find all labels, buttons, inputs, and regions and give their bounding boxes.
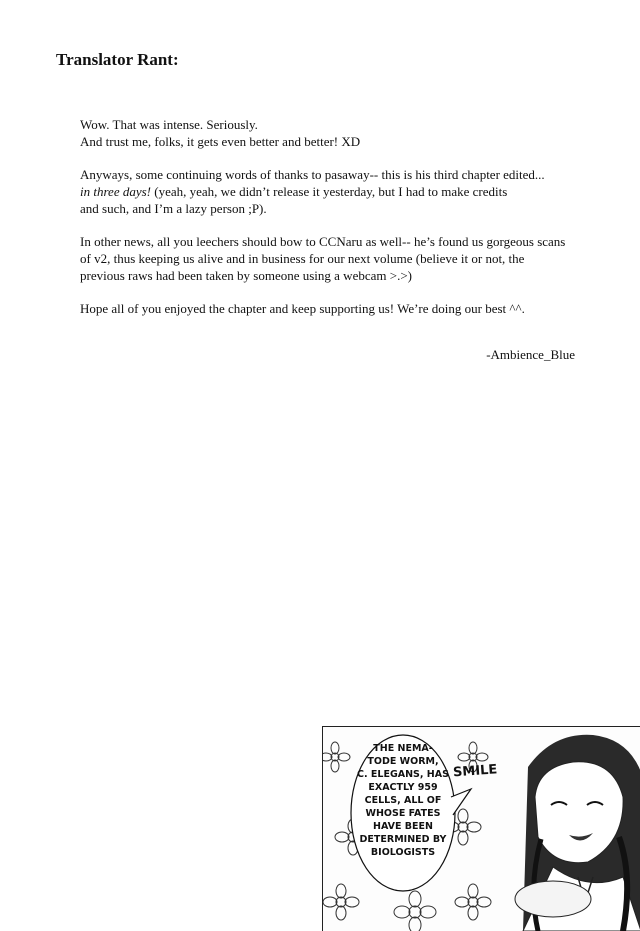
paragraph-thanks	[80, 166, 620, 217]
paragraph-intro	[80, 116, 620, 150]
text-line: and such, and I’m a lazy person ;P).	[80, 201, 267, 216]
text-line: In other news, all you leechers should bow to CCNaru as well-- he’s found us gorgeous scans	[80, 234, 566, 249]
bubble-line: CELLS, ALL OF	[364, 795, 442, 806]
text-line: And trust me, folks, it gets even better and better! XD	[80, 134, 361, 149]
bubble-tail	[451, 789, 471, 815]
bubble-line: BIOLOGISTS	[370, 847, 436, 858]
manga-panel	[322, 726, 640, 931]
manga-illustration	[323, 727, 640, 931]
bubble-line: HAVE BEEN	[373, 821, 433, 832]
text-line: Wow. That was intense. Seriously.	[80, 117, 258, 132]
bubble-line: EXACTLY 959	[368, 782, 438, 793]
paragraph-news	[80, 233, 620, 284]
bubble-line: TODE WORM,	[367, 756, 439, 767]
text-line: previous raws had been taken by someone using a webcam >.>)	[80, 268, 412, 283]
text-fragment: (yeah, yeah, we didn’t release it yesterday, but I had to make credits	[151, 184, 508, 199]
italic-text: in three days!	[80, 184, 151, 199]
smiling-girl-illustration	[515, 735, 640, 931]
paragraph-closing	[80, 300, 620, 317]
signature: -Ambience_Blue	[486, 347, 575, 362]
text-line: Hope all of you enjoyed the chapter and keep supporting us! We’re doing our best ^^.	[80, 301, 525, 316]
rant-body	[80, 116, 620, 333]
bubble-line: THE NEMA-	[373, 743, 433, 754]
text-line: of v2, thus keeping us alive and in business for our next volume (believe it or not, the	[80, 251, 525, 266]
page-title: Translator Rant:	[56, 50, 179, 69]
text-line: Anyways, some continuing words of thanks to pasaway-- this is his third chapter edited...	[80, 167, 545, 182]
bubble-line: C. ELEGANS, HAS	[357, 769, 449, 780]
bubble-line: DETERMINED BY	[359, 834, 447, 845]
text-line	[80, 183, 620, 200]
smile-sfx: SMILE	[452, 762, 498, 781]
bubble-line: WHOSE FATES	[365, 808, 441, 819]
